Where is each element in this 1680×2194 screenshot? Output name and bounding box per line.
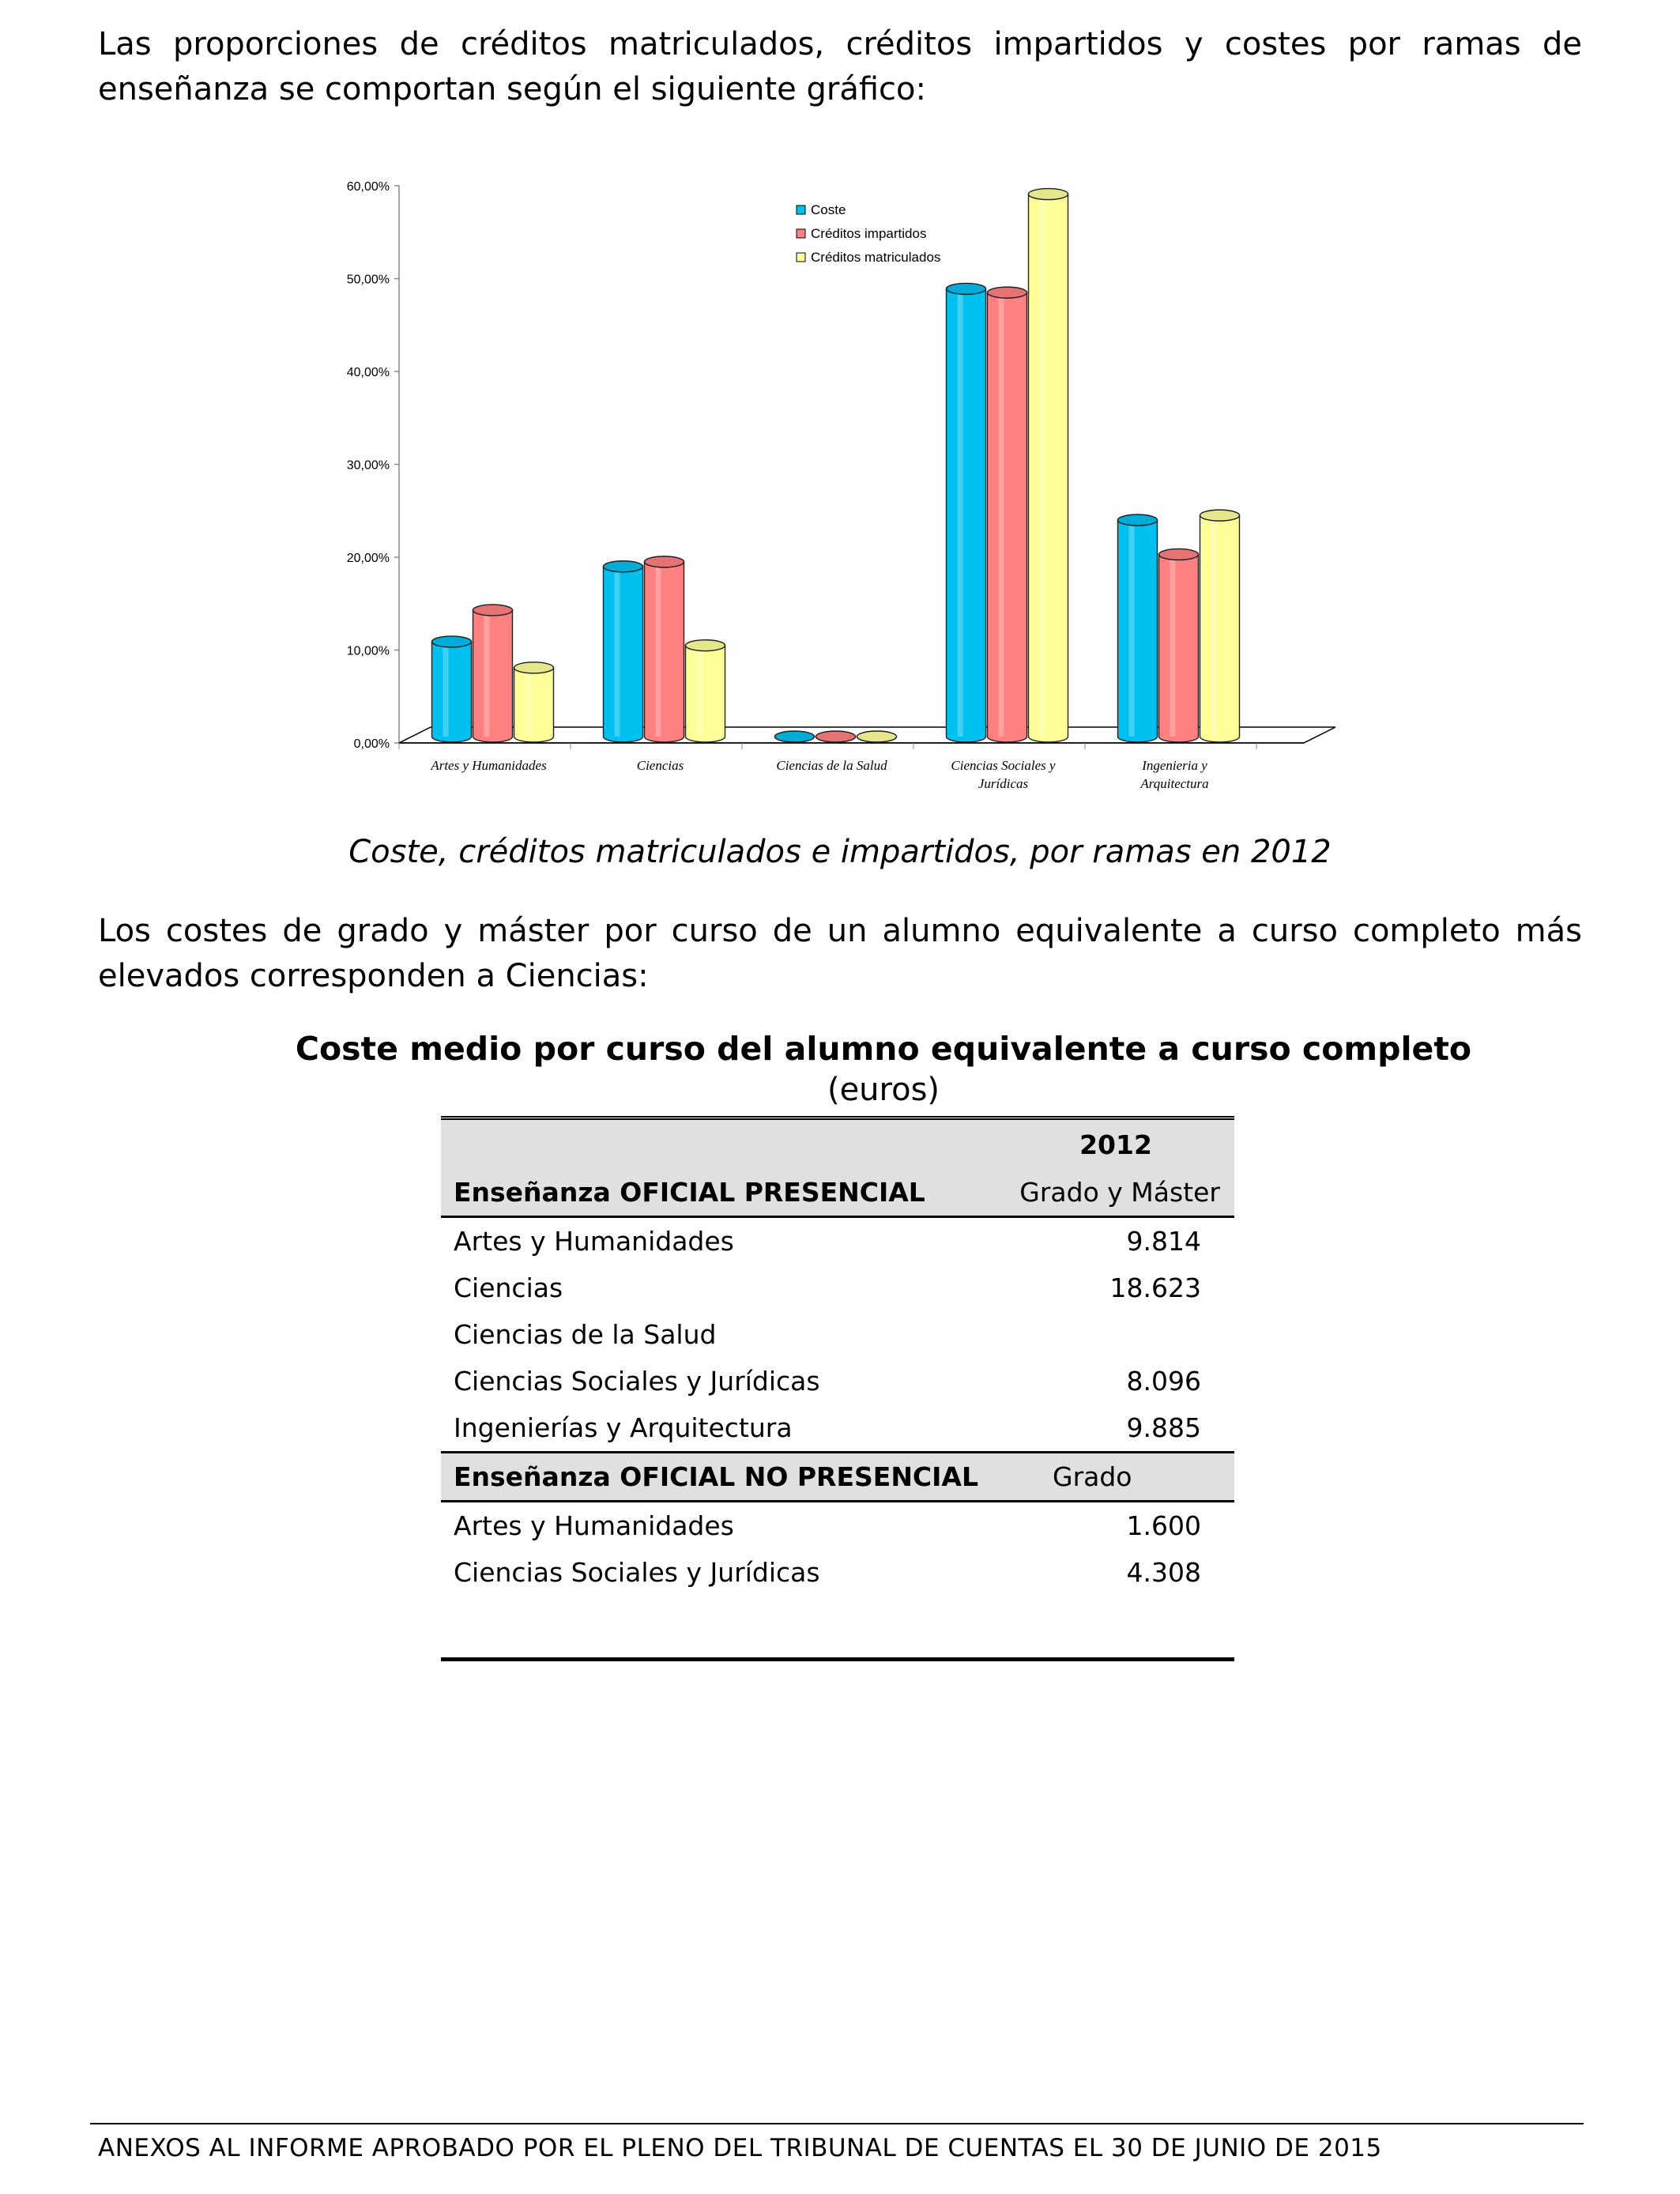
bar-body xyxy=(473,610,513,742)
body-paragraph: Los costes de grado y máster por curso de un alumno equivalente a curso completo más elevados corresponden a Ciencias: xyxy=(98,913,1582,994)
chart-canvas xyxy=(300,166,1359,798)
category-label: Ingenieria y xyxy=(1142,758,1207,773)
bar xyxy=(686,640,725,742)
bar xyxy=(432,636,472,742)
y-tick-label: 30,00% xyxy=(346,458,390,473)
bar-body xyxy=(1200,515,1240,742)
bar-top xyxy=(1029,189,1068,200)
bar-highlight xyxy=(958,288,963,737)
table-title: Coste medio por curso del alumno equivalente a curso completo xyxy=(295,1030,1472,1068)
bar-top xyxy=(686,640,725,651)
row-label: Ingenierías y Arquitectura xyxy=(454,1412,793,1443)
bar-top xyxy=(473,605,513,616)
bar-body xyxy=(988,292,1027,742)
table-row xyxy=(441,1502,1234,1549)
category-label: Jurídicas xyxy=(977,776,1029,791)
bar-top xyxy=(645,556,684,567)
section-column-label: Grado xyxy=(1053,1461,1132,1492)
bar xyxy=(645,556,684,742)
bar xyxy=(816,731,856,742)
table-bottom-rule xyxy=(441,1657,1234,1661)
row-label: Ciencias de la Salud xyxy=(454,1319,717,1350)
bar-body xyxy=(686,646,725,742)
y-tick-label: 60,00% xyxy=(346,180,390,194)
bar-body xyxy=(1029,194,1068,742)
y-tick-label: 10,00% xyxy=(346,644,390,658)
bar-highlight xyxy=(1211,515,1217,737)
table-body-no-presencial xyxy=(441,1502,1234,1596)
legend-swatch xyxy=(797,229,805,238)
bar-body xyxy=(1159,554,1199,742)
legend-swatch xyxy=(797,253,805,262)
row-label: Ciencias Sociales y Jurídicas xyxy=(454,1366,820,1397)
bar xyxy=(514,662,554,742)
section-label: Enseñanza OFICIAL PRESENCIAL xyxy=(454,1177,925,1208)
table-unit: (euros) xyxy=(827,1072,940,1108)
y-tick-label: 50,00% xyxy=(346,273,390,287)
bar-highlight xyxy=(999,292,1004,737)
bar-highlight xyxy=(615,567,620,737)
section-header-no-presencial xyxy=(441,1451,1234,1502)
bar xyxy=(947,283,986,742)
section-header-presencial xyxy=(441,1169,1234,1218)
table-spacer xyxy=(441,1596,1234,1657)
row-value: 9.814 xyxy=(1126,1226,1201,1257)
bar xyxy=(1029,189,1068,742)
legend-label: Créditos matriculados xyxy=(811,250,941,265)
bar xyxy=(473,605,513,742)
bar xyxy=(857,731,897,742)
bar-highlight xyxy=(484,610,490,737)
bar-top xyxy=(775,731,815,742)
row-value: 8.096 xyxy=(1126,1366,1201,1397)
bar-highlight xyxy=(525,668,531,737)
bar-top xyxy=(816,731,856,742)
bar-highlight xyxy=(1040,194,1045,737)
row-label: Ciencias Sociales y Jurídicas xyxy=(454,1557,820,1588)
bar xyxy=(1200,510,1240,742)
chart-caption: Coste, créditos matriculados e impartidos, por ramas en 2012 xyxy=(348,834,1332,870)
bar-body xyxy=(432,642,472,742)
row-value: 1.600 xyxy=(1126,1510,1201,1541)
row-label: Ciencias xyxy=(454,1272,563,1303)
bar-body xyxy=(1118,520,1158,742)
page-footer: ANEXOS AL INFORME APROBADO POR EL PLENO DEL TRIBUNAL DE CUENTAS EL 30 DE JUNIO DE 2015 xyxy=(98,2134,1382,2162)
bar xyxy=(775,731,815,742)
bar-body xyxy=(645,562,684,742)
y-tick-label: 0,00% xyxy=(353,737,390,751)
bar xyxy=(604,561,643,742)
footer-rule xyxy=(90,2123,1584,2124)
bar-body xyxy=(947,288,986,742)
row-label: Artes y Humanidades xyxy=(454,1510,734,1541)
bar-top xyxy=(988,287,1027,298)
table-row xyxy=(441,1549,1234,1596)
y-tick-label: 20,00% xyxy=(346,552,390,565)
section-label: Enseñanza OFICIAL NO PRESENCIAL xyxy=(454,1461,978,1492)
category-label: Artes y Humanidades xyxy=(431,758,547,773)
bar-chart xyxy=(300,166,1359,798)
category-label: Ciencias xyxy=(636,758,684,773)
table-row xyxy=(441,1358,1234,1404)
bar-highlight xyxy=(697,646,703,737)
table-row xyxy=(441,1404,1234,1451)
year-header: 2012 xyxy=(1079,1129,1152,1160)
legend-label: Créditos impartidos xyxy=(811,226,927,241)
cost-table xyxy=(441,1116,1234,1661)
year-header-row xyxy=(441,1120,1234,1169)
bar-body xyxy=(604,567,643,742)
bar-top xyxy=(514,662,554,673)
table-body-presencial xyxy=(441,1218,1234,1451)
bar-highlight xyxy=(656,562,661,737)
legend-swatch xyxy=(797,205,805,214)
category-label: Arquitectura xyxy=(1140,776,1209,791)
bar-top xyxy=(857,731,897,742)
bar-highlight xyxy=(1129,520,1135,737)
row-value: 9.885 xyxy=(1126,1412,1201,1443)
bar xyxy=(1118,515,1158,742)
bar-top xyxy=(1200,510,1240,521)
bar-highlight xyxy=(443,642,449,737)
bar xyxy=(988,287,1027,742)
intro-paragraph: Las proporciones de créditos matriculados, créditos impartidos y costes por ramas de enseñanza se comportan según el siguiente gráfico: xyxy=(98,26,1582,107)
bar-highlight xyxy=(1170,554,1176,737)
section-column-label: Grado y Máster xyxy=(1019,1177,1220,1208)
category-label: Ciencias de la Salud xyxy=(776,758,887,773)
bar-top xyxy=(604,561,643,572)
row-value: 4.308 xyxy=(1126,1557,1201,1588)
bar-top xyxy=(1159,548,1199,560)
bar-body xyxy=(514,668,554,742)
bar-top xyxy=(947,283,986,294)
legend-label: Coste xyxy=(811,202,846,217)
bar xyxy=(1159,548,1199,742)
table-row xyxy=(441,1218,1234,1265)
bar-top xyxy=(1118,515,1158,526)
row-label: Artes y Humanidades xyxy=(454,1226,734,1257)
y-tick-label: 40,00% xyxy=(346,366,390,379)
table-row xyxy=(441,1311,1234,1358)
category-label: Ciencias Sociales y xyxy=(951,758,1056,773)
row-value: 18.623 xyxy=(1109,1272,1201,1303)
bar-top xyxy=(432,636,472,647)
table-row xyxy=(441,1265,1234,1311)
